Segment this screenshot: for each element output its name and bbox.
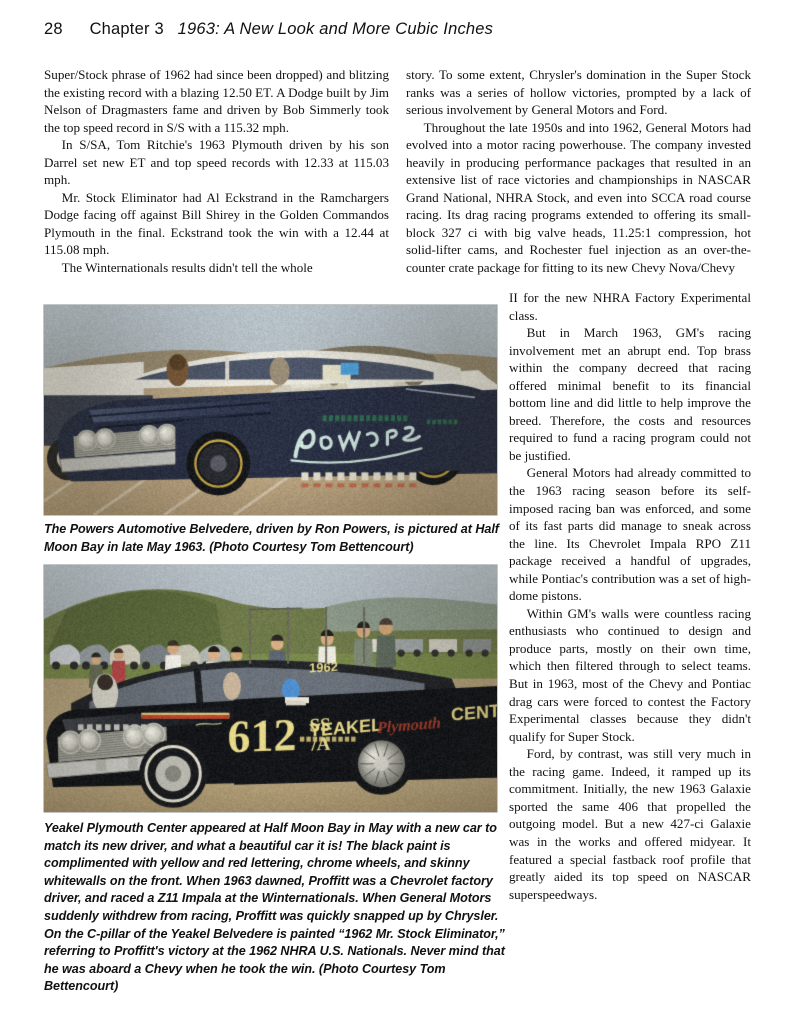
paragraph: But in March 1963, GM's racing involvement met an abrupt end. Top brass within the company decreed that racing offered minimal benefit to its financial bottom line and did little to help improve the breed. Therefore, the costs and resources required to fund a racing program could not be justified. (509, 325, 751, 463)
paragraph: Within GM's walls were countless racing enthusiasts who continued to design and produce parts, mostly on their own time, which then filtered through to select teams. But in 1963, most of the Chevy and Pontiac drag cars were forced to contest the Factory Experimental classes because they didn't qualify for Super Stock. (509, 605, 751, 744)
body-column-right-narrow (509, 289, 751, 903)
chapter-title: 1963: A New Look and More Cubic Inches (177, 20, 494, 38)
figure-yeakel-plymouth-center (44, 565, 497, 812)
figure-caption-yeakel: Yeakel Plymouth Center appeared at Half Moon Bay in May with a new car to match its new driver, and what a beautiful car it is! The black paint is complimented with yellow and red lettering, chrome wheels, and skinny whitewalls on the front. When 1963 dawned, Proffitt was a Chevrolet factory driver, and raced a Z11 Impala at the Winternationals. When General Motors suddenly withdrew from racing, Proffitt was quickly snapped up by Chrysler. On the C-pillar of the Yeakel Belvedere is painted “1962 Mr. Stock Eliminator,” referring to Proffitt's victory at the 1962 NHRA U.S. Nationals. Never mind that he was aboard a Chevy when he took the win. (Photo Courtesy Tom Bettencourt) (44, 821, 505, 994)
paragraph: Super/Stock phrase of 1962 had since been dropped) and blitzing the existing record with a blazing 12.50 ET. A Dodge built by Jim Nelson of Dragmasters fame and driven by Bob Simmerly took the top speed record in S/S with a 115.32 mph. (44, 67, 389, 135)
photo-powers-automotive-belvedere (44, 305, 497, 515)
chapter-label: Chapter 3 (89, 20, 164, 38)
paragraph: The Winternationals results didn't tell the whole (61, 260, 313, 276)
photo-yeakel-plymouth-center (44, 565, 497, 812)
paragraph: story. To some extent, Chrysler's domination in the Super Stock ranks was a series of hollow victories, prompted by a lack of serious involvement by General Motors and Ford. (406, 67, 751, 118)
figure-caption-powers: The Powers Automotive Belvedere, driven by Ron Powers, is pictured at Half Moon Bay in late May 1963. (Photo Courtesy Tom Bettencourt) (44, 522, 499, 554)
body-column-right-top (406, 66, 751, 277)
paragraph: II for the new NHRA Factory Experimental class. (509, 290, 751, 323)
paragraph: Throughout the late 1950s and into 1962, General Motors had evolved into a motor racing powerhouse. The company invested heavily in producing performance packages that resulted in an extensive list of race victories and championships in NASCAR Grand National, NHRA Stock, and even into SCCA road course racing. Its drag racing programs extended to offering its small-block 327 ci with big valve heads, 11.25:1 compression, hot solid-lifter cams, and Rochester fuel injection as an over-the-counter crate package for fitting to its new Chevy Nova/Chevy (406, 119, 751, 276)
body-column-left (44, 66, 389, 277)
paragraph: General Motors had already committed to the 1963 racing season before its self-imposed racing ban was enforced, and some of its fast parts did manage to sneak across the line. Its Chevrolet Impala RPO Z11 package received a handful of upgrades, while Pontiac's contribution was a set of high-dome pistons. (509, 465, 752, 604)
page-number: 28 (44, 20, 63, 38)
running-head (44, 20, 750, 46)
paragraph: Ford, by contrast, was still very much in the racing game. Indeed, it ramped up its commitment. Initially, the new 1963 Galaxie sported the same 406 that propelled the outgoing model. But a new 427-ci Galaxie was in the works and offered midyear. It featured a special fastback roof profile that greatly aided its top speed on NASCAR superspeedways. (509, 746, 751, 902)
paragraph: Mr. Stock Eliminator had Al Eckstrand in the Ramchargers Dodge facing off against Bill Shirey in the Golden Commandos Plymouth in the final. Eckstrand took the win with a 12.44 at 115.08 mph. (44, 189, 389, 258)
figure-powers-automotive-belvedere (44, 305, 497, 515)
paragraph: In S/SA, Tom Ritchie's 1963 Plymouth driven by his son Darrel set new ET and top speed records with 12.33 at 115.03 mph. (44, 137, 389, 188)
